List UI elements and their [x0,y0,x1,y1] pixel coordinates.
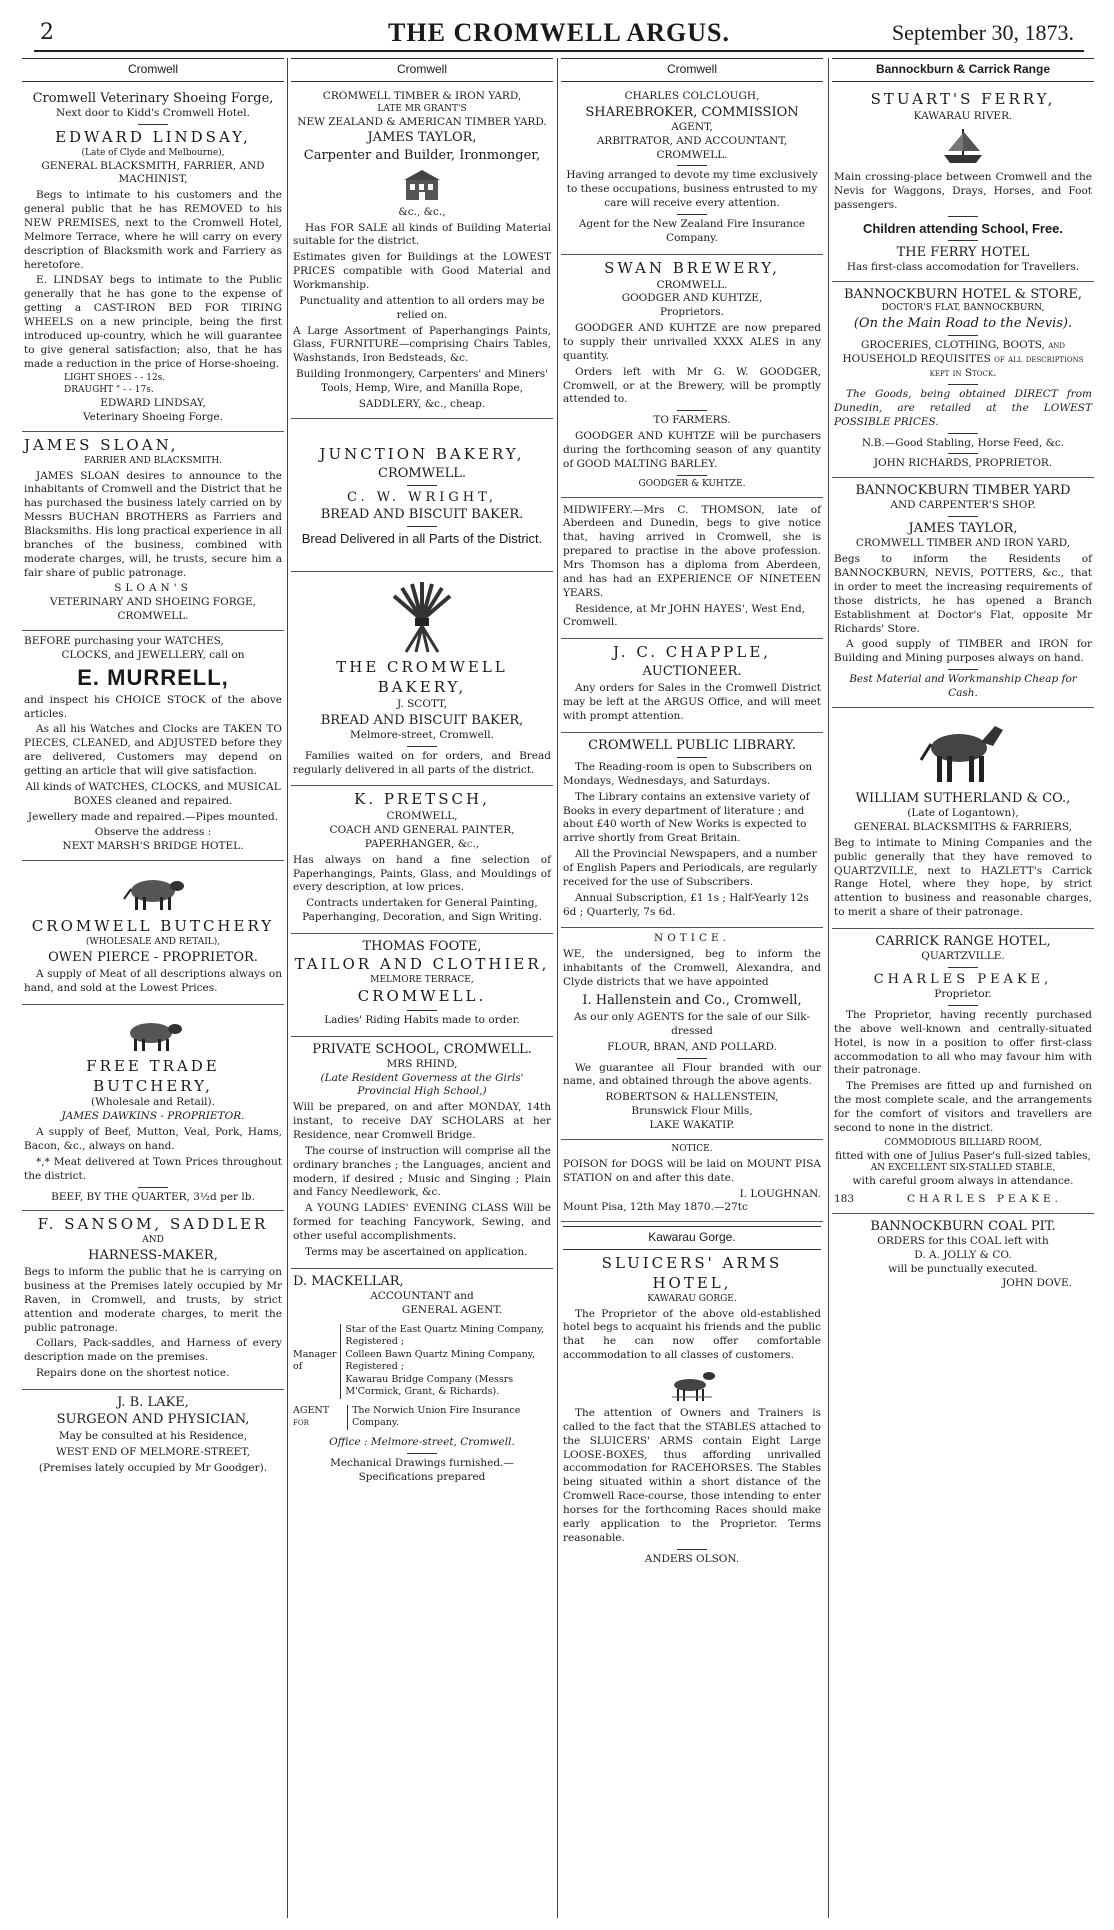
ad-text: with careful groom always in attendance. [852,1175,1074,1188]
ad-pretsch-painter [291,786,553,934]
ad-trade: GENERAL BLACKSMITH, FARRIER, AND MACHINIST, [41,159,265,186]
ad-text: Melmore-street, Cromwell. [350,728,494,741]
ad-name: BANNOCKBURN HOTEL & STORE, [843,287,1083,303]
ad-bannockburn-hotel [832,282,1094,478]
ad-trade: SURGEON AND PHYSICIAN, [56,1412,250,1428]
ad-text: A Large Assortment of Paperhangings Paints, Glass, FURNITURE—comprising Chairs Tables, Washstands, Iron Bedsteads, &c. [293,324,551,365]
ad-colclough [561,86,823,255]
ad-text: POISON for DOGS will be laid on MOUNT PISA STATION on and after this date. [563,1157,821,1184]
ad-carrick-range-hotel [832,929,1094,1214]
ad-trade: AUCTIONEER. [642,664,742,680]
ad-name: PRIVATE SCHOOL, CROMWELL. [312,1041,532,1057]
ad-text: VETERINARY AND SHOEING FORGE, [50,596,256,609]
ad-text: BEFORE purchasing your WATCHES, [24,635,224,647]
ad-text: Proprietors. [659,306,724,319]
column-divider [287,58,288,1918]
ad-trade: BREAD AND BISCUIT BAKER. [320,506,524,522]
ad-signature: ROBERTSON & HALLENSTEIN, [605,1091,779,1104]
ad-text: OWEN PIERCE - PROPRIETOR. [48,949,258,965]
ad-mackellar [291,1269,553,1491]
ad-text: Has first-class accomodation for Travellers. [846,261,1080,274]
ad-text: CROMWELL. [378,465,466,481]
column-4 [832,58,1094,1918]
ad-text: The Proprietor, having recently purchased the above well-known and centrally-situated Hotel, is now in a position to offer first-class accommodation to all who may favour him with their patronage. [834,1008,1092,1077]
ad-title: Cromwell Veterinary Shoeing Forge, [32,90,274,106]
ad-text: PAPERHANGER, &c., [364,837,480,850]
ad-sansom-saddler [22,1211,284,1390]
ad-text: Begs to inform the Residents of BANNOCKBURN, NEVIS, POTTERS, &c., that in order to meet the increasing requirements of those districts, he has opened a Branch Establishment at Doctor's Flat, opposite Mr Richards' Store. [834,553,1092,635]
ad-text: Having arranged to devote my time exclusively to these occupations, business entrusted to my care will receive every attention. [566,169,818,210]
ad-poison-notice [561,1140,823,1222]
ad-text: Begs to intimate to his customers and the general public that he has REMOVED to his NEW PREMISES, next to the Cromwell Hotel, Melmore Terrace, where he will carry on every description of Blacksmith work and Farriery as heretofore. [24,189,282,271]
ad-text: LAKE WAKATIP. [649,1119,735,1132]
ad-text: May be consulted at his Residence, [58,1430,248,1443]
ad-text: A good supply of TIMBER and IRON for Building and Mining purposes always on hand. [834,638,1092,665]
ad-trade: COACH AND GENERAL PAINTER, [329,824,515,837]
ad-text: All kinds of WATCHES, CLOCKS, and MUSICAL BOXES cleaned and repaired. [25,780,281,807]
agent-list [293,1405,551,1430]
ad-name: F. SANSOM, SADDLER [37,1215,269,1234]
ad-number: 183 [834,1193,855,1206]
ad-text: A supply of Meat of all descriptions always on hand, and sold at the Lowest Prices. [24,968,282,994]
ad-name: CROMWELL PUBLIC LIBRARY. [588,737,796,753]
ad-bannockburn-timber [832,478,1094,708]
ad-text: ORDERS for this COAL left with [877,1235,1049,1248]
ad-lindsay-forge [22,86,284,432]
ad-text: The attention of Owners and Trainers is called to the fact that the STABLES attached to the SLUICERS' ARMS contain Eight Large LOOSE-BOXES, thus affording unrivalled accommodation for RACEHORSES. The Stables being situated within a short distance of the Cromwell Race-course, those intending to enter horses for the forthcoming Races should make early application to the Proprietor. Terms reasonable. [563,1406,821,1544]
ad-name: WILLIAM SUTHERLAND & CO., [855,790,1071,806]
ad-private-school [291,1037,553,1269]
ad-name: D. MACKELLAR, [293,1273,404,1289]
ad-text: ACCOUNTANT and [370,1289,474,1302]
ad-signature: I. LOUGHNAN. [739,1187,821,1200]
ad-text: Has FOR SALE all kinds of Building Material suitable for the district. [293,221,551,248]
ad-name: J. B. LAKE, [117,1395,189,1411]
ad-text: (Premises lately occupied by Mr Goodger). [38,1462,268,1475]
ad-text: ARBITRATOR, AND ACCOUNTANT, [596,134,788,147]
ad-trade: TAILOR AND CLOTHIER, [294,955,550,974]
ad-text: N.B.—Good Stabling, Horse Feed, &c. [861,436,1065,449]
ad-text: Terms may be ascertained on application. [305,1245,528,1258]
ad-text: Punctuality and attention to all orders may be relied on. [299,294,545,321]
column-3 [561,58,823,1918]
ad-text: DOCTOR'S FLAT, BANNOCKBURN, [881,303,1045,314]
ad-name: THOMAS FOOTE, [362,939,482,955]
column-heading: Cromwell [561,58,823,82]
issue-date: September 30, 1873. [891,20,1074,45]
page-number: 2 [40,20,54,45]
ad-signature: JOHN DOVE. [1002,1276,1072,1289]
ad-name: CROMWELL BUTCHERY [31,917,275,936]
ad-text: Veterinary Shoeing Forge. [83,411,223,424]
ad-text: Families waited on for orders, and Bread regularly delivered in all parts of the district. [293,749,551,776]
ad-subtitle: Next door to Kidd's Cromwell Hotel. [56,106,250,119]
newspaper-title: THE CROMWELL ARGUS. [388,18,730,47]
price-line: LIGHT SHOES - - 12s. [64,373,166,384]
ad-text: SADDLERY, &c., cheap. [358,397,486,410]
ad-text: Agent for the New Zealand Fire Insurance Company. [578,218,806,244]
ad-text: Contracts undertaken for General Painting, Paperhanging, Decoration, and Sign Writing. [302,897,542,924]
ad-text: NEXT MARSH'S BRIDGE HOTEL. [62,840,244,853]
ad-text: and inspect his CHOICE STOCK of the above articles. [24,693,282,720]
racehorse-icon [662,1367,722,1403]
ad-text: Building Ironmongery, Carpenters' and Miners' Tools, Hemp, Wire, and Manilla Rope, [295,368,549,395]
ad-text: Beg to intimate to Mining Companies and the public generally that they have removed to QUARTZVILLE, next to HAZLETT's Carrick Range Hotel, where they hope, by strict attention to business and reasonable charges, to merit a share of their patronage. [834,836,1092,919]
ad-text: As all his Watches and Clocks are TAKEN TO PIECES, CLEANED, and ADJUSTED before they are delivered, Customers may depend on getting an article that will give satisfaction. [24,723,282,778]
ad-signature: GOODGER & KUHTZE. [638,478,746,489]
ad-hallenstein-notice [561,928,823,1139]
column-1 [22,58,284,1918]
ad-name: I. Hallenstein and Co., Cromwell, [582,992,802,1008]
ad-text: (WHOLESALE AND RETAIL), [85,937,221,947]
ad-sutherland [832,708,1094,929]
ad-name: E. MURRELL, [77,664,229,690]
ad-text: BEEF, BY THE QUARTER, 3½d per lb. [51,1190,255,1203]
ad-text: THE FERRY HOTEL [896,245,1030,261]
ad-text: Mechanical Drawings furnished.—Specifications prepared [330,1456,514,1483]
ad-text: CROMWELL. [117,610,189,623]
ad-text: Begs to inform the public that he is carrying on business at the Premises lately occupied by Mr Raven, in Cromwell, and trusts, by strict attention and moderate charges, to merit the public patronage. [24,1266,282,1334]
ad-text: Estimates given for Buildings at the LOWEST PRICES compatible with Good Material and Workmanship. [293,251,551,292]
ad-name: K. PRETSCH, [354,790,490,809]
ad-text: Kawarau Bridge Company (Messrs M'Cormick, Grant, & Richards). [345,1373,514,1398]
ad-trade: BREAD AND BISCUIT BAKER, [320,712,524,728]
ad-text: Star of the East Quartz Mining Company, Registered ; [345,1323,545,1348]
ad-name: EDWARD LINDSAY, [55,127,251,146]
ad-text: The Proprietor of the above old-established hotel begs to acquaint his friends and the public that he can now offer comfortable accommodation to all classes of customers. [563,1307,821,1362]
ad-text: AND CARPENTER'S SHOP. [890,499,1036,512]
ad-text: Children attending School, Free. [862,221,1064,237]
column-heading: Cromwell [291,58,553,82]
ad-trade: HARNESS-MAKER, [88,1248,218,1264]
ad-text: GENERAL AGENT. [401,1303,503,1316]
ad-text: MELMORE TERRACE, [370,975,474,985]
ad-text: Collars, Pack-saddles, and Harness of every description made on the premises. [24,1337,282,1364]
ad-text: AGENT for [293,1404,330,1429]
ad-text: All the Provincial Newspapers, and a number of English Papers and Periodicals, are regularly received for the use of Subscribers. [563,848,818,888]
ad-text: We guarantee all Flour branded with our name, and obtained through the above agents. [563,1061,821,1088]
ad-name: CROMWELL TIMBER & IRON YARD, [322,89,522,102]
ad-text: The Premises are fitted up and furnished on the most complete scale, and the arrangements for the comfort of visitors and travellers are second to none in the district. [834,1080,1092,1134]
column-2 [291,58,553,1918]
ad-text: QUARTZVILLE. [921,950,1005,963]
column-heading: Bannockburn & Carrick Range [832,58,1094,82]
ad-text: CLOCKS, and JEWELLERY, call on [61,648,245,661]
ad-text: A supply of Beef, Mutton, Veal, Pork, Hams, Bacon, &c., always on hand. [24,1126,282,1152]
ad-signature: CHARLES PEAKE. [906,1193,1062,1206]
ad-text: Manager of [293,1348,337,1373]
ad-cromwell-bakery [291,572,553,786]
ad-text: Bread Delivered in all Parts of the District. [301,531,543,547]
ad-public-library [561,733,823,929]
ad-text: GOODGER AND KUHTZE will be purchasers during the forthcoming season of any quantity of GOOD MALTING BARLEY. [563,430,821,470]
ad-text: FLOUR, BRAN, AND POLLARD. [607,1040,777,1053]
ad-name: THE CROMWELL BAKERY, [336,658,508,696]
ad-text: CHARLES PEAKE, [873,971,1053,987]
ad-text: WEST END OF MELMORE-STREET, [55,1446,251,1459]
ad-text: CROMWELL. [656,278,728,291]
ad-text: Proprietor. [934,988,992,1001]
ad-free-trade-butchery [22,1005,284,1212]
manager-list [293,1324,551,1399]
section-heading: Kawarau Gorge. [563,1226,821,1250]
ad-sluicers-arms [561,1222,823,1572]
ad-james-sloan [22,432,284,631]
ad-text: C. W. WRIGHT, [346,489,497,505]
notice-heading: NOTICE. [671,1143,713,1154]
masthead [34,18,1084,52]
ferry-boat-icon [938,127,988,167]
ad-text: Colleen Bawn Quartz Mining Company, Registered ; [345,1348,535,1373]
ad-lake-surgeon [22,1390,284,1484]
ad-text: Best Material and Workmanship Cheap for Cash. [849,673,1077,700]
ad-text: GOODGER AND KUHTZE are now prepared to supply their unrivalled XXXX ALES in any quantity. [563,322,821,362]
ad-chapple [561,639,823,733]
ad-name: BANNOCKBURN TIMBER YARD [855,483,1071,499]
ad-signature: EDWARD LINDSAY, [100,397,206,410]
ad-name: CHARLES COLCLOUGH, [624,89,760,102]
ad-junction-bakery [291,419,553,572]
ad-text: Office : Melmore-street, Cromwell. [329,1435,515,1448]
ad-text: Annual Subscription, £1 1s ; Half-Yearly 12s 6d ; Quarterly, 7s 6d. [563,891,809,918]
ad-text: Mount Pisa, 12th May 1870.—27tc [563,1201,748,1214]
ad-text: AN EXCELLENT SIX-STALLED STABLE, [870,1163,1056,1174]
column-divider [557,58,558,1918]
ad-murrell [22,631,284,861]
ad-text: AGENT, [671,120,713,133]
ad-text: KAWARAU GORGE. [647,1293,737,1304]
ad-text: Orders left with Mr G. W. GOODGER, Cromwell, or at the Brewery, will be promptly attended to. [563,365,821,406]
ad-text: A YOUNG LADIES' EVENING CLASS Will be formed for teaching Fancywork, Sewing, and other useful accomplishments. [293,1202,551,1242]
ad-thomas-foote [291,934,553,1036]
ad-text: The Library contains an extensive variety of Books in every department of literature ; and about £40 worth of New Works is expected to arrive shortly from Great Britain. [563,790,810,845]
ad-text: (On the Main Road to the Nevis). [853,316,1073,332]
ad-text: (Wholesale and Retail). [91,1096,215,1109]
ad-text: The Goods, being obtained DIRECT from Dunedin, are retailed at the LOWEST POSSIBLE PRICES. [834,388,1092,428]
ad-text: CROMWELL. [656,148,728,161]
ad-text: D. A. JOLLY & CO. [914,1249,1012,1262]
ad-text: Repairs done on the shortest notice. [36,1367,230,1380]
ad-text: E. LINDSAY begs to intimate to the Public generally that he has gone to the expense of getting a CAST-IRON BED FOR TIRING WHEELS on a new principle, being the first introduced up-country, which he will guarantee to give general satisfaction; also, that he has made a reduction in the price of Horse-shoeing. [24,274,282,370]
ad-text: AND [142,1235,164,1246]
ad-name: JUNCTION BAKERY, [319,444,525,463]
ad-signature: JOHN RICHARDS, PROPRIETOR. [873,457,1053,470]
ad-text: will be punctually executed. [888,1262,1038,1275]
ad-text: JAMES TAYLOR, [908,521,1018,537]
ad-text: LATE MR GRANT'S [377,103,467,114]
ad-text: (Late of Logantown), [907,807,1019,820]
notice-heading: NOTICE. [654,932,730,945]
ad-text: J. SCOTT, [397,697,447,710]
ad-text: Observe the address : [94,826,212,839]
wheatsheaf-icon [382,580,462,654]
ad-text: WE, the undersigned, beg to inform the inhabitants of the Cromwell, Alexandra, and Clyde districts that we have appointed [563,948,821,989]
ad-text: Jewellery made and repaired.—Pipes mounted. [27,810,279,823]
ad-text: *,* Meat delivered at Town Prices throughout the district. [24,1155,282,1182]
ad-text: CROMWELL, [386,810,458,823]
ad-text: The Norwich Union Fire Insurance Company. [347,1405,551,1430]
ad-swan-brewery [561,255,823,498]
ad-text: GOODGER AND KUHTZE, [621,292,763,305]
ad-text: The course of instruction will comprise all the ordinary branches ; the Languages, ancient and modern, if desired ; Music and Singing ; Plain and Fancy Needlework, &c. [293,1144,551,1199]
ad-text: Main crossing-place between Cromwell and the Nevis for Waggons, Drays, Horses, and Foot passengers. [834,171,1092,212]
ad-text: Will be prepared, on and after MONDAY, 14th instant, to receive DAY SCHOLARS at her Residence, near Cromwell Bridge. [293,1101,551,1141]
ad-cromwell-butchery [22,861,284,1005]
ad-text: Any orders for Sales in the Cromwell District may be left at the ARGUS Office, and will meet with prompt attention. [563,682,821,722]
ad-text: CROMWELL TIMBER AND IRON YARD, [855,537,1071,550]
ad-midwifery [561,498,823,640]
ad-signature: ANDERS OLSON. [644,1552,740,1565]
ad-name: FREE TRADE BUTCHERY, [86,1056,220,1095]
ad-text: SLOAN'S [114,582,192,595]
ad-trade: SHAREBROKER, COMMISSION [585,104,799,120]
building-icon [400,168,444,202]
ad-text: &c., &c., [398,205,446,218]
ad-text: fitted with one of Julius Paser's full-sized tables, [835,1149,1091,1162]
ox-icon [118,1013,188,1053]
ad-name: STUART'S FERRY, [870,89,1056,108]
ad-text: As our only AGENTS for the sale of our Silk-dressed [573,1011,811,1037]
ad-cromwell-timber-yard [291,86,553,419]
ad-text: Has always on hand a fine selection of Paperhangings, Paints, Glass, and Mouldings of every description, at low prices. [293,853,551,894]
ad-text: Ladies' Riding Habits made to order. [324,1013,520,1026]
cow-icon [118,869,188,913]
ad-text: JAMES TAYLOR, [367,130,477,146]
ad-trade: FARRIER AND BLACKSMITH. [83,455,223,466]
ad-text: TO FARMERS. [653,414,731,427]
ad-name: J. C. CHAPPLE, [612,643,772,662]
column-heading: Cromwell [22,58,284,82]
ad-name: BANNOCKBURN COAL PIT. [870,1219,1056,1235]
ad-text: The Reading-room is open to Subscribers on Mondays, Wednesdays, and Saturdays. [563,760,813,787]
ad-text: (Late of Clyde and Melbourne), [81,147,225,158]
ad-name: CARRICK RANGE HOTEL, [875,933,1051,949]
ad-text: JAMES SLOAN desires to announce to the inhabitants of Cromwell and the District that he has purchased the business lately carried on by Messrs BUCHAN BROTHERS as Farriers and Blacksmiths. His long practical experience in all branches of the business, combined with moderate charges, will, he trusts, secure him a fair share of public patronage. [24,469,282,579]
ad-text: KAWARAU RIVER. [913,109,1013,122]
ad-text: COMMODIOUS BILLIARD ROOM, [884,1137,1042,1148]
ad-stuarts-ferry [832,86,1094,282]
draught-horse-icon [913,716,1013,786]
ad-text: (Late Resident Governess at the Girls' Provincial High School,) [320,1071,524,1098]
ad-text: Brunswick Flour Mills, [631,1105,753,1118]
ad-name: SWAN BREWERY, [604,258,780,277]
ad-text: JAMES DAWKINS - PROPRIETOR. [61,1110,245,1123]
ad-text: GROCERIES, CLOTHING, BOOTS, and HOUSEHOLD REQUISITES of all descriptions kept in Stock. [842,339,1084,380]
ad-trade: Carpenter and Builder, Ironmonger, [303,147,541,163]
ad-text: Residence, at Mr JOHN HAYES', West End, Cromwell. [563,602,806,629]
ad-text: MRS RHIND, [386,1057,458,1070]
price-line: DRAUGHT " - - 17s. [64,385,154,396]
ad-trade: GENERAL BLACKSMITHS & FARRIERS, [854,820,1072,833]
ad-text: CROMWELL. [357,986,487,1005]
ad-name: SLUICERS' ARMS HOTEL, [601,1254,783,1292]
ad-name: JAMES SLOAN, [24,435,179,454]
ad-bannockburn-coal [832,1214,1094,1297]
column-divider [828,58,829,1918]
ad-text: MIDWIFERY.—Mrs C. THOMSON, late of Aberdeen and Dunedin, begs to give notice that, having arrived in Cromwell, she is prepared to practise in the above profession. Mrs Thomson has a diploma from Aberdeen, and has had an EXPERIENCE OF NINETEEN YEARS. [563,503,821,599]
ad-text: NEW ZEALAND & AMERICAN TIMBER YARD. [297,115,547,128]
